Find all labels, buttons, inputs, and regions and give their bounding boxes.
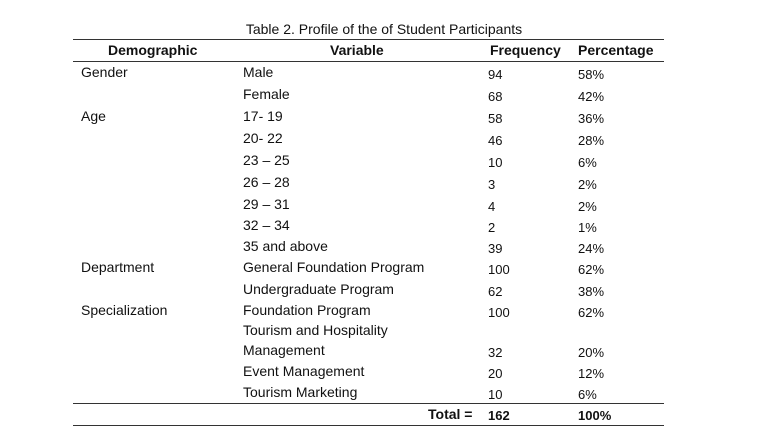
- cell-demographic: Gender: [81, 64, 128, 80]
- cell-percentage: 6%: [578, 387, 597, 402]
- cell-frequency: 68: [488, 89, 503, 104]
- cell-percentage: 2%: [578, 199, 597, 214]
- cell-variable: 32 – 34: [243, 217, 290, 233]
- cell-frequency: 94: [488, 67, 503, 82]
- cell-percentage: 2%: [578, 177, 597, 192]
- cell-variable: Female: [243, 86, 290, 102]
- header-percentage: Percentage: [578, 42, 654, 58]
- rule-header: [73, 61, 664, 62]
- cell-percentage: 24%: [578, 241, 605, 256]
- cell-frequency: 10: [488, 155, 503, 170]
- cell-variable: Male: [243, 64, 274, 80]
- cell-variable: 35 and above: [243, 238, 328, 254]
- total-label: Total =: [428, 406, 473, 422]
- cell-percentage: 28%: [578, 133, 605, 148]
- cell-frequency: 4: [488, 199, 496, 214]
- cell-frequency: 46: [488, 133, 503, 148]
- cell-frequency: 39: [488, 241, 503, 256]
- cell-frequency: 2: [488, 220, 496, 235]
- header-demographic: Demographic: [108, 42, 198, 58]
- cell-variable: 26 – 28: [243, 174, 290, 190]
- cell-variable: Undergraduate Program: [243, 281, 394, 297]
- cell-variable: General Foundation Program: [243, 259, 425, 275]
- cell-percentage: 20%: [578, 345, 605, 360]
- cell-percentage: 38%: [578, 284, 605, 299]
- cell-variable: 20- 22: [243, 130, 283, 146]
- cell-frequency: 10: [488, 387, 503, 402]
- cell-percentage: 36%: [578, 111, 605, 126]
- cell-percentage: 1%: [578, 220, 597, 235]
- cell-variable: 23 – 25: [243, 152, 290, 168]
- cell-demographic: Age: [81, 108, 106, 124]
- cell-variable: Tourism and Hospitality: [243, 322, 388, 338]
- cell-variable: 17- 19: [243, 108, 283, 124]
- rule-bottom: [73, 425, 664, 426]
- cell-variable: Foundation Program: [243, 302, 371, 318]
- rule-top: [73, 39, 664, 40]
- cell-frequency: 100: [488, 262, 510, 277]
- cell-percentage: 6%: [578, 155, 597, 170]
- total-frequency: 162: [488, 408, 510, 423]
- cell-percentage: 62%: [578, 262, 605, 277]
- cell-frequency: 62: [488, 284, 503, 299]
- cell-percentage: 58%: [578, 67, 605, 82]
- cell-percentage: 12%: [578, 366, 605, 381]
- cell-percentage: 42%: [578, 89, 605, 104]
- cell-demographic: Specialization: [81, 302, 168, 318]
- cell-frequency: 58: [488, 111, 503, 126]
- cell-variable: Event Management: [243, 363, 365, 379]
- cell-frequency: 32: [488, 345, 503, 360]
- cell-variable: Management: [243, 342, 325, 358]
- rule-total: [73, 403, 664, 404]
- header-variable: Variable: [330, 42, 384, 58]
- cell-frequency: 3: [488, 177, 496, 192]
- cell-frequency: 20: [488, 366, 503, 381]
- cell-percentage: 62%: [578, 305, 605, 320]
- cell-variable: Tourism Marketing: [243, 384, 358, 400]
- cell-variable: 29 – 31: [243, 196, 290, 212]
- cell-frequency: 100: [488, 305, 510, 320]
- table-caption: Table 2. Profile of the of Student Participants: [245, 21, 523, 37]
- header-frequency: Frequency: [490, 42, 561, 58]
- cell-demographic: Department: [81, 259, 155, 275]
- total-percentage: 100%: [578, 408, 612, 423]
